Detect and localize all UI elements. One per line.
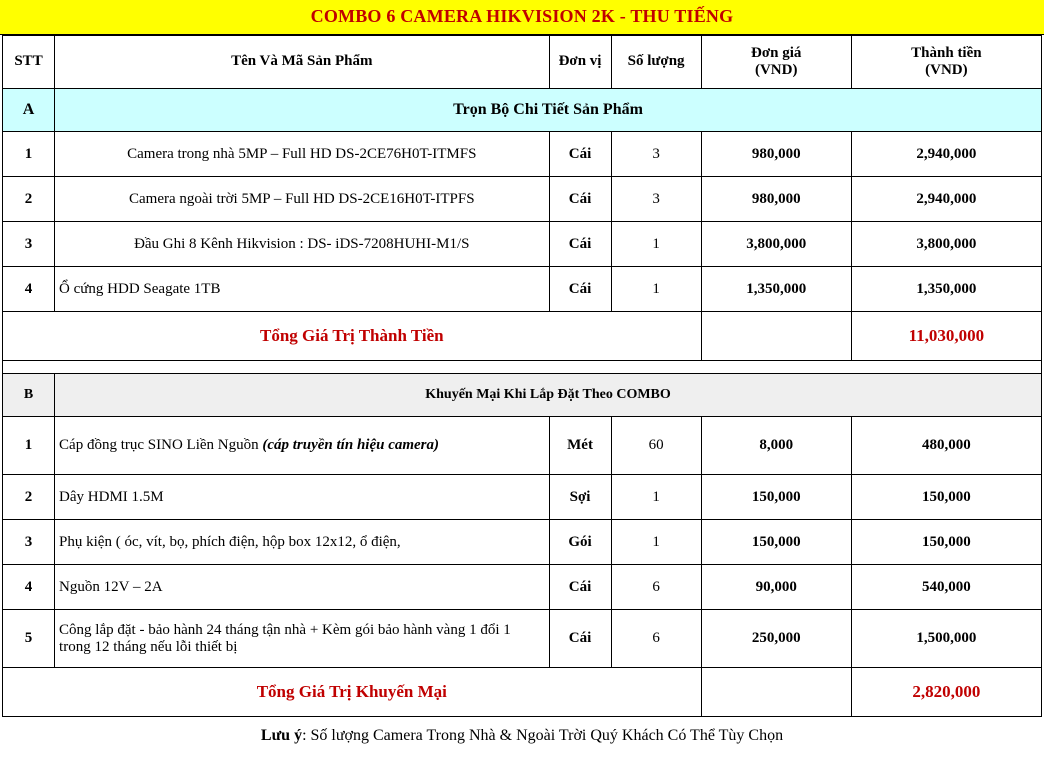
row-stt: 5 <box>3 610 55 668</box>
section-a-total-value: 11,030,000 <box>851 312 1041 361</box>
row-name: Camera trong nhà 5MP – Full HD DS-2CE76H0T-ITMFS <box>55 132 549 177</box>
row-price: 150,000 <box>701 520 851 565</box>
row-total: 3,800,000 <box>851 222 1041 267</box>
row-name: Nguồn 12V – 2A <box>55 565 549 610</box>
section-a-total-spacer <box>701 312 851 361</box>
section-b-total-label: Tổng Giá Trị Khuyến Mại <box>3 668 702 717</box>
table-row <box>3 132 1042 177</box>
footer-note-text: : Số lượng Camera Trong Nhà & Ngoài Trời Quý Khách Có Thể Tùy Chọn <box>302 727 784 744</box>
row-qty: 6 <box>611 565 701 610</box>
row-price: 980,000 <box>701 132 851 177</box>
section-gap <box>3 361 1042 374</box>
section-a-total-row <box>3 312 1042 361</box>
row-name: Ổ cứng HDD Seagate 1TB <box>55 267 549 312</box>
col-header-total-line2: (VND) <box>925 62 968 78</box>
row-name: Dây HDMI 1.5M <box>55 475 549 520</box>
table-row <box>3 520 1042 565</box>
table-row <box>3 222 1042 267</box>
row-unit: Cái <box>549 267 611 312</box>
col-header-name: Tên Và Mã Sản Phẩm <box>55 36 549 89</box>
table-row <box>3 565 1042 610</box>
footer-note <box>0 717 1044 745</box>
combo-table <box>2 35 1042 717</box>
row-unit: Sợi <box>549 475 611 520</box>
row-total: 150,000 <box>851 475 1041 520</box>
row-name-plain: Cáp đồng trục SINO Liền Nguồn <box>59 437 263 453</box>
table-row <box>3 610 1042 668</box>
table-row <box>3 417 1042 475</box>
row-unit: Mét <box>549 417 611 475</box>
row-unit: Cái <box>549 177 611 222</box>
row-qty: 1 <box>611 475 701 520</box>
row-unit: Gói <box>549 520 611 565</box>
row-name: Đầu Ghi 8 Kênh Hikvision : DS- iDS-7208HUHI-M1/S <box>55 222 549 267</box>
section-b-total-row <box>3 668 1042 717</box>
row-price: 1,350,000 <box>701 267 851 312</box>
section-b-total-value: 2,820,000 <box>851 668 1041 717</box>
row-stt: 1 <box>3 132 55 177</box>
row-total: 2,940,000 <box>851 177 1041 222</box>
row-total: 540,000 <box>851 565 1041 610</box>
row-qty: 6 <box>611 610 701 668</box>
row-qty: 1 <box>611 267 701 312</box>
col-header-total-line1: Thành tiền <box>911 44 982 61</box>
row-stt: 4 <box>3 267 55 312</box>
row-qty: 1 <box>611 520 701 565</box>
col-header-price-line2: (VND) <box>754 62 798 78</box>
row-price: 8,000 <box>701 417 851 475</box>
row-unit: Cái <box>549 565 611 610</box>
row-name <box>55 417 549 475</box>
section-b-header <box>3 374 1042 417</box>
row-stt: 4 <box>3 565 55 610</box>
row-total: 480,000 <box>851 417 1041 475</box>
section-b-code: B <box>3 374 55 417</box>
row-name-emphasis: (cáp truyền tín hiệu camera) <box>262 437 440 453</box>
col-header-stt: STT <box>3 36 55 89</box>
col-header-price <box>701 36 851 89</box>
row-stt: 1 <box>3 417 55 475</box>
section-a-total-label: Tổng Giá Trị Thành Tiền <box>3 312 702 361</box>
row-price: 90,000 <box>701 565 851 610</box>
row-name: Camera ngoài trời 5MP – Full HD DS-2CE16H0T-ITPFS <box>55 177 549 222</box>
row-price: 150,000 <box>701 475 851 520</box>
row-total: 2,940,000 <box>851 132 1041 177</box>
row-name: Công lắp đặt - bảo hành 24 tháng tận nhà + Kèm gói bảo hành vàng 1 đổi 1 trong 12 tháng nếu lỗi thiết bị <box>55 610 549 668</box>
col-header-total <box>851 36 1041 89</box>
table-row <box>3 267 1042 312</box>
col-header-price-line1: Đơn giá <box>751 44 802 61</box>
table-row <box>3 177 1042 222</box>
row-stt: 3 <box>3 222 55 267</box>
col-header-qty: Số lượng <box>611 36 701 89</box>
footer-note-label: Lưu ý <box>260 727 303 744</box>
table-header-row <box>3 36 1042 89</box>
row-unit: Cái <box>549 610 611 668</box>
row-qty: 60 <box>611 417 701 475</box>
row-stt: 3 <box>3 520 55 565</box>
section-a-code: A <box>3 89 55 132</box>
row-stt: 2 <box>3 475 55 520</box>
row-total: 1,350,000 <box>851 267 1041 312</box>
row-price: 250,000 <box>701 610 851 668</box>
row-qty: 1 <box>611 222 701 267</box>
row-unit: Cái <box>549 132 611 177</box>
row-price: 3,800,000 <box>701 222 851 267</box>
row-qty: 3 <box>611 132 701 177</box>
sheet-title: COMBO 6 CAMERA HIKVISION 2K - THU TIẾNG <box>0 0 1044 35</box>
table-row <box>3 475 1042 520</box>
row-total: 150,000 <box>851 520 1041 565</box>
row-total: 1,500,000 <box>851 610 1041 668</box>
row-name: Phụ kiện ( óc, vít, bọ, phích điện, hộp box 12x12, ổ điện, <box>55 520 549 565</box>
row-unit: Cái <box>549 222 611 267</box>
row-stt: 2 <box>3 177 55 222</box>
row-qty: 3 <box>611 177 701 222</box>
section-a-header <box>3 89 1042 132</box>
section-b-total-spacer <box>701 668 851 717</box>
col-header-unit: Đơn vị <box>549 36 611 89</box>
section-a-label: Trọn Bộ Chi Tiết Sản Phẩm <box>55 89 1042 132</box>
row-price: 980,000 <box>701 177 851 222</box>
section-b-label: Khuyến Mại Khi Lắp Đặt Theo COMBO <box>55 374 1042 417</box>
